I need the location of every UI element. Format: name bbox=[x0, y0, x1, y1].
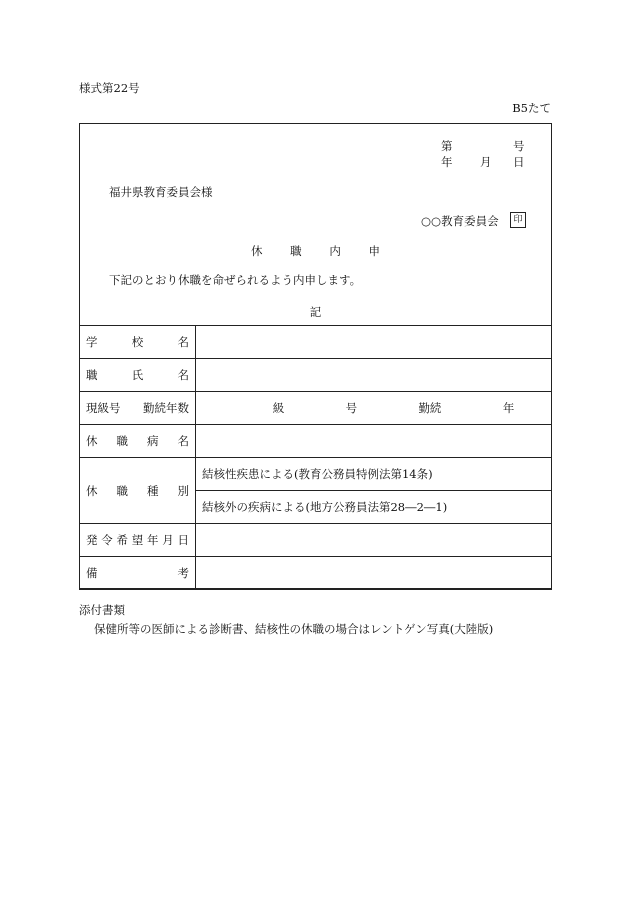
title-char: 内 bbox=[329, 244, 341, 258]
document-number-suffix: 号 bbox=[513, 139, 525, 153]
details-table bbox=[79, 325, 552, 590]
table-row bbox=[80, 392, 552, 425]
seal-stamp-box: 印 bbox=[510, 212, 526, 228]
remarks-label: 備 考 bbox=[80, 557, 196, 590]
leave-type-option-other[interactable]: 結核外の疾病による(地方公務員法第28―2―1) bbox=[196, 491, 552, 524]
title-char: 職 bbox=[290, 244, 302, 258]
addressee: 福井県教育委員会様 bbox=[109, 185, 213, 199]
table-row bbox=[80, 326, 552, 359]
form-number: 様式第22号 bbox=[79, 81, 140, 95]
form-header bbox=[80, 124, 551, 325]
table-row bbox=[80, 359, 552, 392]
start-date-field[interactable] bbox=[196, 524, 552, 557]
table-row bbox=[80, 458, 552, 491]
illness-label: 休 職 病 名 bbox=[80, 425, 196, 458]
table-row bbox=[80, 524, 552, 557]
request-statement: 下記のとおり休職を命ぜられるよう内申します。 bbox=[109, 273, 362, 287]
attachments-text: 保健所等の医師による診断書、結核性の休職の場合はレントゲン写真(大陸版) bbox=[94, 622, 494, 636]
grade-go: 号 bbox=[345, 401, 358, 415]
grade-field[interactable] bbox=[196, 392, 552, 425]
table-row bbox=[80, 557, 552, 590]
start-date-label: 発 令 希 望 年 月 日 bbox=[80, 524, 196, 557]
ki-heading: 記 bbox=[309, 305, 322, 319]
school-name-field[interactable] bbox=[196, 326, 552, 359]
employee-name-label: 職 氏 名 bbox=[80, 359, 196, 392]
sender-board: ○○教育委員会 bbox=[421, 214, 499, 228]
table-row bbox=[80, 425, 552, 458]
leave-type-option-tuberculosis[interactable]: 結核性疾患による(教育公務員特例法第14条) bbox=[196, 458, 552, 491]
form-frame bbox=[79, 123, 552, 589]
title-char: 休 bbox=[251, 244, 263, 258]
employee-name-field[interactable] bbox=[196, 359, 552, 392]
remarks-field[interactable] bbox=[196, 557, 552, 590]
document-number-label: 第 bbox=[441, 139, 453, 153]
date-year-label: 年 bbox=[441, 155, 453, 169]
title-char: 申 bbox=[368, 244, 380, 258]
document-title bbox=[80, 243, 551, 259]
grade-kinzoku: 勤続 bbox=[418, 401, 442, 415]
grade-label: 現級号 勤続年数 bbox=[80, 392, 196, 425]
paper-size-label: B5たて bbox=[512, 101, 551, 115]
date-month-label: 月 bbox=[480, 155, 492, 169]
grade-nen: 年 bbox=[502, 401, 515, 415]
attachments-title: 添付書類 bbox=[79, 603, 125, 617]
school-name-label: 学 校 名 bbox=[80, 326, 196, 359]
illness-field[interactable] bbox=[196, 425, 552, 458]
date-day-label: 日 bbox=[513, 155, 525, 169]
leave-type-label: 休 職 種 別 bbox=[80, 458, 196, 524]
grade-kyu: 級 bbox=[272, 401, 285, 415]
